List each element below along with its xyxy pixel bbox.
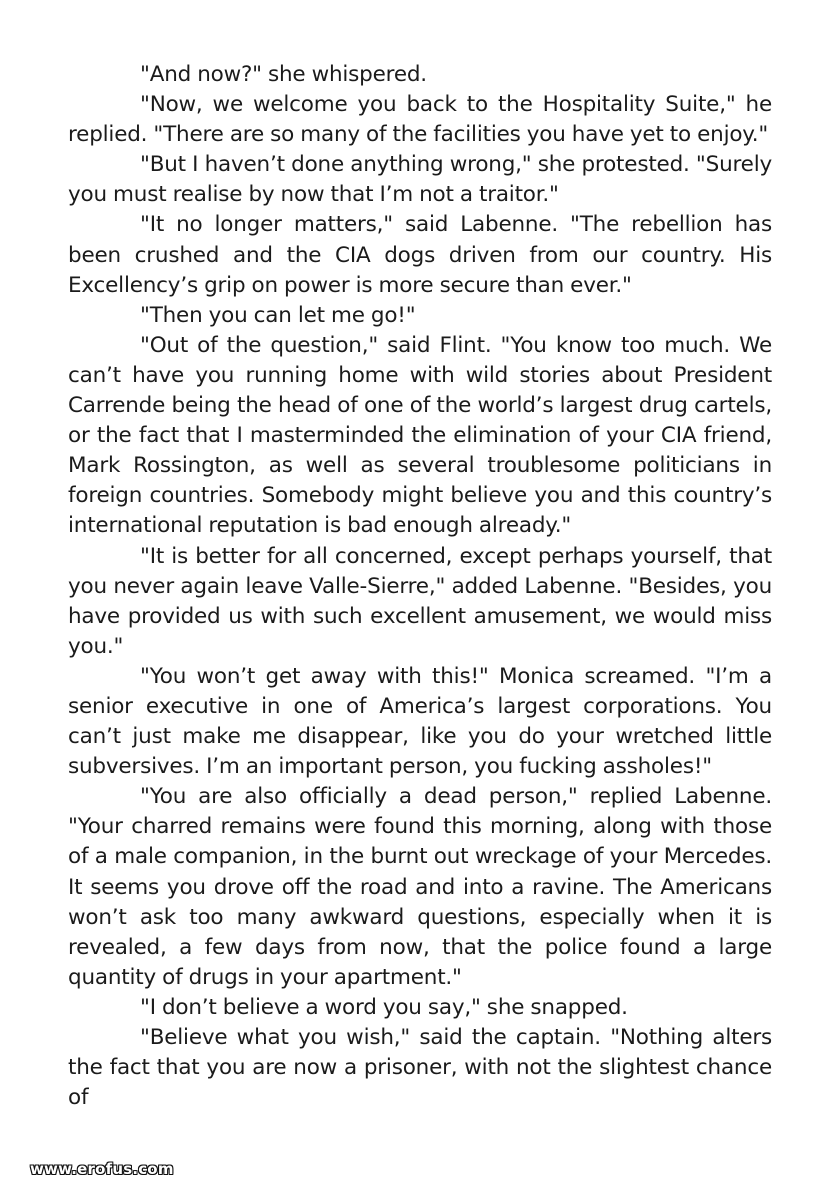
paragraph-4: "It no longer matters," said Labenne. "The rebellion has been crushed and the CIA dogs driven from our country. His Excellency’s grip on power is more secure than ever."	[68, 212, 772, 298]
paragraph-2: "Now, we welcome you back to the Hospitality Suite," he replied. "There are so many of the facilities you have yet to enjoy."	[68, 92, 772, 148]
paragraph-9: "You are also officially a dead person," replied Labenne. "Your charred remains were found this morning, along with those of a male companion, in the burnt out wreckage of your Mercedes. It seems you drove off the road and into a ravine. The Americans won’t ask too many awkward questions, especially when it is revealed, a few days from now, that the police found a large quantity of drugs in your apartment."	[68, 784, 772, 990]
paragraph-5: "Then you can let me go!"	[140, 302, 416, 328]
paragraph-11: "Believe what you wish," said the captain. "Nothing alters the fact that you are now a prisoner, with not the slightest chance of	[68, 1025, 772, 1111]
book-page	[68, 60, 772, 1113]
paragraph-7: "It is better for all concerned, except perhaps yourself, that you never again leave Valle-Sierre," added Labenne. "Besides, you have provided us with such excellent amusement, we would miss you."	[68, 543, 772, 659]
paragraph-6: "Out of the question," said Flint. "You know too much. We can’t have you running home with wild stories about President Carrende being the head of one of the world’s largest drug cartels, or the fact that I masterminded the elimination of your CIA friend, Mark Rossington, as well as several troublesome politicians in foreign countries. Somebody might believe you and this country’s international reputation is bad enough already."	[68, 332, 772, 539]
paragraph-10: "I don’t believe a word you say," she snapped.	[140, 994, 628, 1020]
paragraph-3: "But I haven’t done anything wrong," she protested. "Surely you must realise by now that I’m not a traitor."	[68, 152, 772, 208]
paragraph-8: "You won’t get away with this!" Monica screamed. "I’m a senior executive in one of America’s largest corporations. You can’t just make me disappear, like you do your wretched little subversives. I’m an important person, you fucking assholes!"	[68, 663, 772, 780]
site-watermark: www.erofus.com	[30, 1160, 174, 1178]
paragraph-1: "And now?" she whispered.	[140, 62, 427, 87]
